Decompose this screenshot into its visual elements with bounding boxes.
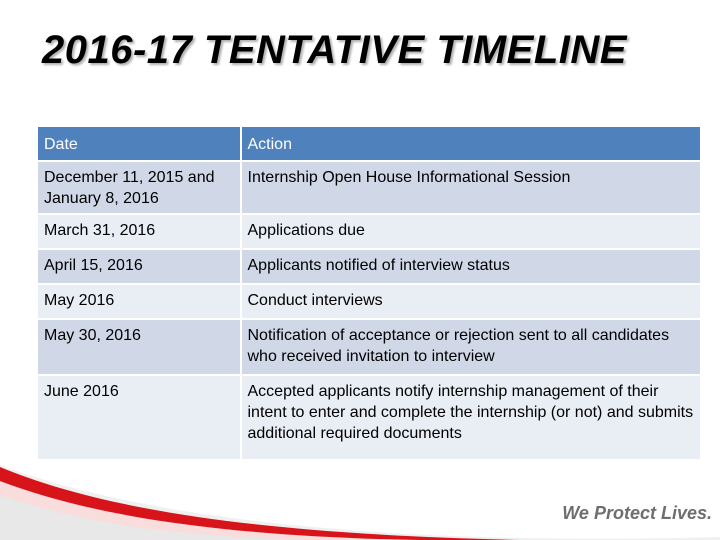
header-date: Date [37, 126, 241, 161]
table-row [37, 161, 701, 214]
action-cell: Internship Open House Informational Session [241, 161, 702, 214]
table-row [37, 319, 701, 375]
date-cell: June 2016 [37, 375, 241, 460]
header-action: Action [241, 126, 702, 161]
action-cell: Conduct interviews [241, 284, 702, 319]
date-cell: May 2016 [37, 284, 241, 319]
date-cell: March 31, 2016 [37, 214, 241, 249]
table-row [37, 214, 701, 249]
date-cell: May 30, 2016 [37, 319, 241, 375]
table-header-row [37, 126, 701, 161]
action-cell: Applications due [241, 214, 702, 249]
tagline: We Protect Lives. [562, 503, 712, 523]
action-cell: Accepted applicants notify internship management of their intent to enter and complete the internship (or not) and submits additional required documents [241, 375, 702, 460]
slide-title: 2016-17 TENTATIVE TIMELINE [42, 28, 627, 72]
date-cell: December 11, 2015 and January 8, 2016 [37, 161, 241, 214]
table-row [37, 249, 701, 284]
timeline-table [36, 125, 702, 461]
table-row [37, 284, 701, 319]
date-cell: April 15, 2016 [37, 249, 241, 284]
brand-swoosh [0, 455, 720, 540]
table-row [37, 375, 701, 460]
action-cell: Applicants notified of interview status [241, 249, 702, 284]
action-cell: Notification of acceptance or rejection sent to all candidates who received invitation to interview [241, 319, 702, 375]
